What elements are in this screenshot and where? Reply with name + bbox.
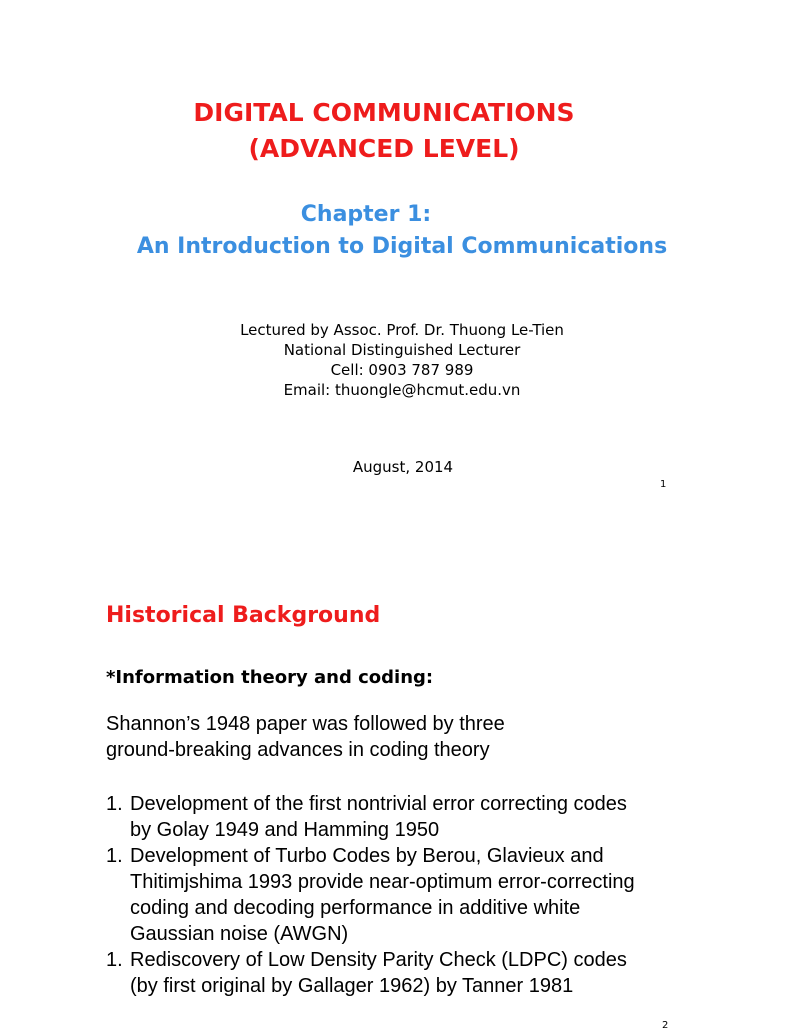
lecturer-info <box>18 320 786 400</box>
list-item-line: Gaussian noise (AWGN) <box>130 923 349 945</box>
course-level: (ADVANCED LEVEL) <box>248 134 520 163</box>
course-title: DIGITAL COMMUNICATIONS <box>193 98 575 127</box>
intro-line: ground-breaking advances in coding theory <box>106 739 490 761</box>
lecturer-name: Lectured by Assoc. Prof. Dr. Thuong Le-Tien <box>240 321 564 339</box>
list-item-line: Rediscovery of Low Density Parity Check (LDPC) codes <box>130 949 627 971</box>
page-number: 1 <box>660 479 667 490</box>
historical-background-slide <box>0 560 768 1031</box>
list-item-line: Development of Turbo Codes by Berou, Glavieux and <box>130 845 604 867</box>
intro-line: Shannon’s 1948 paper was followed by three <box>106 713 505 735</box>
page-number: 2 <box>662 1020 669 1031</box>
list-item-line: Thitimjshima 1993 provide near-optimum error-correcting <box>130 871 635 893</box>
list-item-text <box>130 791 726 843</box>
title-slide <box>0 0 768 540</box>
list-marker: 1. <box>106 949 123 971</box>
list-item <box>106 947 726 999</box>
lecturer-email: Email: thuongle@hcmut.edu.vn <box>283 381 521 399</box>
lecturer-title: National Distinguished Lecturer <box>283 341 521 359</box>
list-item <box>106 843 726 947</box>
list-marker: 1. <box>106 845 123 867</box>
subheading: *Information theory and coding: <box>106 667 434 688</box>
intro-paragraph <box>106 711 726 763</box>
list-item-text <box>130 843 726 947</box>
section-heading: Historical Background <box>106 603 381 628</box>
chapter-label: Chapter 1: <box>300 202 432 227</box>
lecturer-cell: Cell: 0903 787 989 <box>330 361 474 379</box>
list-item-line: by Golay 1949 and Hamming 1950 <box>130 819 440 841</box>
list-marker: 1. <box>106 793 123 815</box>
chapter-subtitle: An Introduction to Digital Communications <box>136 234 668 259</box>
list-item-line: coding and decoding performance in additive white <box>130 897 581 919</box>
list-item <box>106 791 726 843</box>
lecture-date: August, 2014 <box>352 458 454 476</box>
list-item-line: Development of the first nontrivial error correcting codes <box>130 793 627 815</box>
list-item-line: (by first original by Gallager 1962) by Tanner 1981 <box>130 975 574 997</box>
list-item-text <box>130 947 726 999</box>
advances-list <box>106 791 726 999</box>
